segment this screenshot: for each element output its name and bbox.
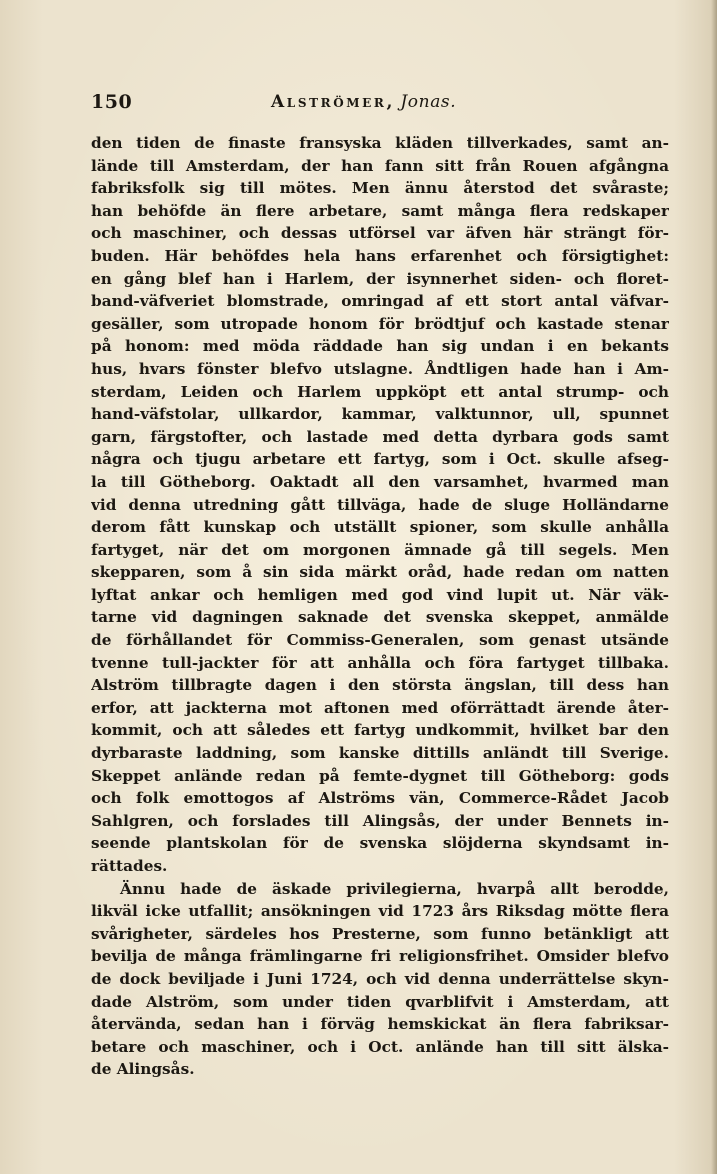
text-line: la till Götheborg. Oaktadt all den varsamhet, hvarmed man bbox=[91, 472, 669, 491]
text-line: hand-väfstolar, ullkardor, kammar, valktunnor, ull, spunnet bbox=[91, 405, 669, 424]
text-line: fabriksfolk sig till mötes. Men ännu återstod det svåraste; bbox=[91, 179, 669, 198]
text-line: lyftat ankar och hemligen med god vind lupit ut. När väk- bbox=[91, 585, 669, 604]
running-title bbox=[271, 92, 456, 112]
text-line: tarne vid dagningen saknade det svenska skeppet, anmälde bbox=[91, 608, 669, 627]
text-line: de Alingsås. bbox=[91, 1060, 195, 1079]
text-line: Skeppet anlände redan på femte-dygnet till Götheborg: gods bbox=[91, 766, 669, 785]
text-line: den tiden de finaste fransyska kläden tillverkades, samt an- bbox=[91, 134, 669, 152]
text-line: bevilja de många främlingarne fri religionsfrihet. Omsider blefvo bbox=[91, 947, 669, 966]
text-line: Alström tillbragte dagen i den största ängslan, till dess han bbox=[91, 676, 669, 695]
page-number: 150 bbox=[91, 91, 133, 113]
text-line: band-väfveriet blomstrade, omringad af ett stort antal väfvar- bbox=[91, 292, 669, 311]
text-line: rättades. bbox=[91, 857, 168, 875]
text-line: tvenne tull-jackter för att anhålla och föra fartyget tillbaka. bbox=[91, 653, 669, 672]
text-line: svårigheter, särdeles hos Presterne, som funno betänkligt att bbox=[91, 924, 669, 943]
text-line: och maschiner, och dessas utförsel var äfven här strängt för- bbox=[91, 224, 669, 243]
text-line: lände till Amsterdam, der han fann sitt från Rouen afgångna bbox=[91, 156, 669, 175]
text-line: några och tjugu arbetare ett fartyg, som i Oct. skulle afseg- bbox=[91, 450, 669, 469]
text-line: buden. Här behöfdes hela hans erfarenhet och försigtighet: bbox=[91, 246, 669, 265]
text-line: derom fått kunskap och utställt spioner, som skulle anhålla bbox=[91, 518, 669, 537]
text-line: gesäller, som utropade honom för brödtjuf och kastade stenar bbox=[91, 314, 669, 333]
text-line: fartyget, när det om morgonen ämnade gå till segels. Men bbox=[91, 540, 669, 559]
page-edge-shadow bbox=[711, 0, 717, 1174]
text-line: och folk emottogos af Alströms vän, Commerce-Rådet Jacob bbox=[91, 789, 669, 808]
text-line: hus, hvars fönster blefvo utslagne. Åndtligen hade han i Am- bbox=[91, 359, 669, 378]
text-line: seende plantskolan för de svenska slöjderna skyndsamt in- bbox=[91, 834, 669, 853]
text-line: de förhållandet för Commiss-Generalen, som genast utsände bbox=[91, 631, 669, 650]
text-line: han behöfde än flere arbetare, samt många flera redskaper bbox=[91, 201, 669, 220]
text-line: Sahlgren, och forslades till Alingsås, der under Bennets in- bbox=[91, 811, 669, 830]
text-line: återvända, sedan han i förväg hemskickat än flera fabriksar- bbox=[91, 1015, 669, 1034]
text-line: erfor, att jackterna mot aftonen med oförrättadt ärende åter- bbox=[91, 698, 669, 717]
running-header bbox=[91, 91, 669, 121]
text-line: en gång blef han i Harlem, der isynnerhet siden- och floret- bbox=[91, 269, 669, 288]
running-title-surname: Alströmer, bbox=[271, 92, 395, 112]
text-line: skepparen, som å sin sida märkt oråd, hade redan om natten bbox=[91, 563, 669, 582]
text-line: betare och maschiner, och i Oct. anlände han till sitt älska- bbox=[91, 1037, 669, 1056]
text-line: kommit, och att således ett fartyg undkommit, hvilket bar den bbox=[91, 721, 669, 740]
body-text bbox=[91, 132, 669, 1081]
text-line: vid denna utredning gått tillväga, hade de sluge Holländarne bbox=[91, 495, 669, 514]
text-line: dyrbaraste laddning, som kanske dittills anländt till Sverige. bbox=[91, 744, 669, 763]
text-line: likväl icke utfallit; ansökningen vid 1723 års Riksdag mötte flera bbox=[91, 902, 669, 921]
text-line: Ännu hade de äskade privilegierna, hvarpå allt berodde, bbox=[120, 879, 669, 898]
text-line: sterdam, Leiden och Harlem uppköpt ett antal strump- och bbox=[91, 382, 669, 401]
text-line: de dock beviljade i Juni 1724, och vid denna underrättelse skyn- bbox=[91, 969, 669, 988]
text-line: dade Alström, som under tiden qvarblifvit i Amsterdam, att bbox=[91, 992, 669, 1011]
running-title-given-name: Jonas. bbox=[400, 92, 457, 112]
text-line: garn, färgstofter, och lastade med detta dyrbara gods samt bbox=[91, 427, 669, 446]
text-line: på honom: med möda räddade han sig undan i en bekants bbox=[91, 337, 669, 356]
